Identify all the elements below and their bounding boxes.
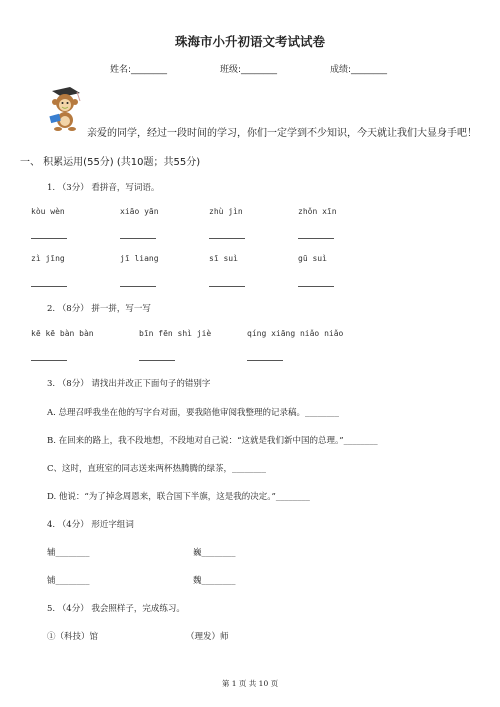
answer-blank[interactable] bbox=[209, 238, 245, 239]
pinyin-item: qíng xiāng niǎo niǎo bbox=[247, 329, 344, 338]
pinyin-item: zhǒn xīn bbox=[298, 207, 337, 216]
answer-blank[interactable] bbox=[120, 286, 156, 287]
word-item: 铺________ bbox=[47, 576, 90, 586]
example-item: ①（科技）馆 bbox=[47, 632, 99, 642]
question-1-title: 1. （3分） 看拼音，写词语。 bbox=[47, 183, 160, 193]
question-3-item-a: A. 总理召呼我坐在他的写字台对面，要我陪他审阅我整理的记录稿。________ bbox=[47, 408, 340, 418]
pinyin-item: bīn fēn shì jiè bbox=[139, 329, 212, 338]
question-3-item-b: B. 在回来的路上，我不段地想，不段地对自己说：“这就是我们新中国的总理。”________ bbox=[47, 436, 378, 446]
word-item: 辅________ bbox=[47, 548, 90, 558]
pinyin-item: kòu wèn bbox=[31, 207, 65, 216]
class-field-label: 班级:________ bbox=[220, 65, 278, 75]
answer-blank[interactable] bbox=[120, 238, 156, 239]
pinyin-item: xiāo yān bbox=[120, 207, 159, 216]
question-5-title: 5. （4分） 我会照样子，完成练习。 bbox=[47, 604, 185, 614]
word-item: 巍________ bbox=[193, 548, 236, 558]
section-heading: 一、 积累运用(55分) (共10题；共55分) bbox=[20, 157, 201, 168]
answer-blank[interactable] bbox=[247, 360, 283, 361]
question-3-item-d: D. 他说：“为了掉念周恩来，联合国下半旗，这是我的决定。”________ bbox=[47, 492, 310, 502]
pinyin-item: zhù jìn bbox=[209, 207, 243, 216]
pinyin-item: jī liang bbox=[120, 254, 159, 263]
pinyin-item: kē kē bàn bàn bbox=[31, 329, 94, 338]
answer-blank[interactable] bbox=[209, 286, 245, 287]
question-4-title: 4. （4分） 形近字组词 bbox=[47, 520, 134, 530]
answer-blank[interactable] bbox=[298, 286, 334, 287]
answer-blank[interactable] bbox=[31, 286, 67, 287]
score-field-label: 成绩:________ bbox=[330, 65, 388, 75]
question-3-item-c: C、这时，直班室的同志送来两杯热腾腾的绿茶，________ bbox=[47, 464, 267, 474]
question-2-title: 2. （8分） 拼一拼，写一写 bbox=[47, 304, 151, 314]
name-field-label: 姓名:________ bbox=[110, 65, 168, 75]
page-title: 珠海市小升初语文考试试卷 bbox=[174, 34, 325, 49]
pinyin-item: sī suì bbox=[209, 254, 238, 263]
page-footer: 第 1 页 共 10 页 bbox=[221, 679, 279, 688]
pinyin-item: zì jīng bbox=[31, 254, 65, 263]
question-3-title: 3. （8分） 请找出并改正下面句子的错别字 bbox=[47, 379, 211, 389]
word-item: 魏________ bbox=[193, 576, 236, 586]
monkey-mascot-icon bbox=[44, 85, 86, 131]
greeting-text: 亲爱的同学，经过一段时间的学习，你们一定学到不少知识，今天就让我们大显身手吧！ bbox=[87, 128, 477, 139]
answer-blank[interactable] bbox=[139, 360, 175, 361]
example-item: （理发）师 bbox=[186, 632, 229, 642]
answer-blank[interactable] bbox=[298, 238, 334, 239]
pinyin-item: gū suì bbox=[298, 254, 327, 263]
answer-blank[interactable] bbox=[31, 360, 67, 361]
answer-blank[interactable] bbox=[31, 238, 67, 239]
